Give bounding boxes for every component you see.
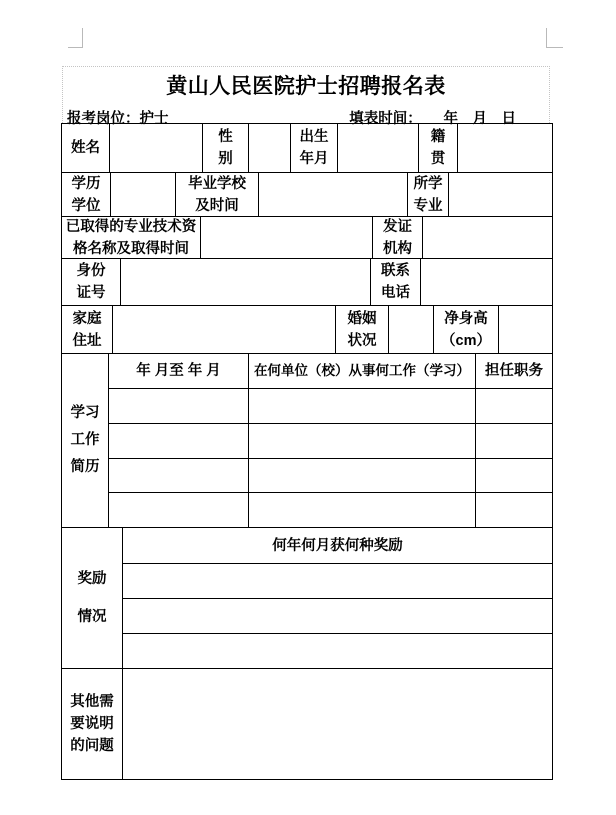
resume-unit-cell[interactable] [249, 459, 476, 493]
row-qualification [62, 217, 552, 259]
section-label-other: 其他需 要说明 的问题 [62, 669, 123, 779]
resume-entry-row [109, 424, 552, 459]
field-value-name[interactable] [110, 124, 203, 172]
resume-unit-cell[interactable] [249, 424, 476, 458]
resume-col-period: 年 月至 年 月 [109, 354, 249, 388]
form-title: 黄山人民医院护士招聘报名表 [166, 75, 446, 98]
section-label-resume: 学习 工作 简历 [62, 354, 109, 527]
field-label-height: 净身高 （cm） [434, 306, 499, 353]
resume-unit-cell[interactable] [249, 389, 476, 423]
awards-entry-row [123, 564, 552, 599]
awards-entry-cell[interactable] [123, 564, 552, 598]
form-header [62, 66, 550, 127]
field-label-birth: 出生 年月 [291, 124, 338, 172]
resume-entry-row [109, 493, 552, 527]
field-label-address: 家庭 住址 [62, 306, 113, 353]
awards-col-header: 何年何月获何种奖励 [272, 537, 403, 554]
field-label-name: 姓名 [62, 124, 110, 172]
fill-time-label: 填表时间： 年 月 日 [349, 111, 516, 127]
resume-position-cell[interactable] [476, 459, 552, 493]
field-value-gender[interactable] [249, 124, 291, 172]
awards-header-row [123, 528, 552, 564]
row-basic-info [62, 124, 552, 173]
field-value-grad-school[interactable] [259, 173, 408, 216]
row-address [62, 306, 552, 354]
resume-entry-row [109, 389, 552, 424]
field-value-native-place[interactable] [458, 124, 552, 172]
field-label-phone: 联系 电话 [371, 259, 421, 305]
position-label: 报考岗位：护士 [67, 111, 169, 127]
field-label-major: 所学 专业 [408, 173, 449, 216]
field-label-issuer: 发证 机构 [373, 217, 423, 258]
resume-position-cell[interactable] [476, 389, 552, 423]
field-label-grad-school: 毕业学校 及时间 [176, 173, 259, 216]
resume-col-unit: 在何单位（校）从事何工作（学习） [249, 354, 476, 388]
resume-period-cell[interactable] [109, 389, 249, 423]
resume-period-cell[interactable] [109, 459, 249, 493]
resume-col-position: 担任职务 [485, 363, 543, 379]
awards-entry-cell[interactable] [123, 634, 552, 668]
awards-entry-cell[interactable] [123, 599, 552, 633]
resume-period-cell[interactable] [109, 424, 249, 458]
resume-header-row [109, 354, 552, 389]
section-resume [62, 354, 552, 528]
field-value-id-number[interactable] [121, 259, 371, 305]
field-value-height[interactable] [499, 306, 552, 353]
application-form-table [61, 123, 553, 780]
section-label-awards: 奖励 情况 [62, 528, 123, 668]
resume-unit-cell[interactable] [249, 493, 476, 527]
section-other [62, 669, 552, 779]
resume-period-cell[interactable] [109, 493, 249, 527]
field-value-issuer[interactable] [423, 217, 552, 258]
page-margin-mark-top-left [68, 28, 83, 48]
field-label-native-place: 籍 贯 [419, 124, 458, 172]
field-label-qualification: 已取得的专业技术资 格名称及取得时间 [62, 217, 201, 258]
resume-position-cell[interactable] [476, 424, 552, 458]
resume-entry-row [109, 459, 552, 494]
field-value-education[interactable] [111, 173, 176, 216]
field-value-marital[interactable] [389, 306, 434, 353]
row-education [62, 173, 552, 217]
field-value-birth[interactable] [338, 124, 419, 172]
field-value-qualification[interactable] [201, 217, 373, 258]
awards-entry-row [123, 599, 552, 634]
field-label-gender: 性 别 [203, 124, 249, 172]
resume-position-cell[interactable] [476, 493, 552, 527]
field-label-education: 学历 学位 [62, 173, 111, 216]
field-label-id-number: 身份 证号 [62, 259, 121, 305]
field-value-major[interactable] [449, 173, 552, 216]
section-awards [62, 528, 552, 669]
awards-entry-row [123, 634, 552, 668]
field-label-marital: 婚姻 状况 [336, 306, 389, 353]
other-remarks-cell[interactable] [123, 669, 552, 779]
field-value-address[interactable] [113, 306, 336, 353]
page-margin-mark-top-right [546, 28, 563, 48]
row-id-phone [62, 259, 552, 306]
field-value-phone[interactable] [421, 259, 552, 305]
